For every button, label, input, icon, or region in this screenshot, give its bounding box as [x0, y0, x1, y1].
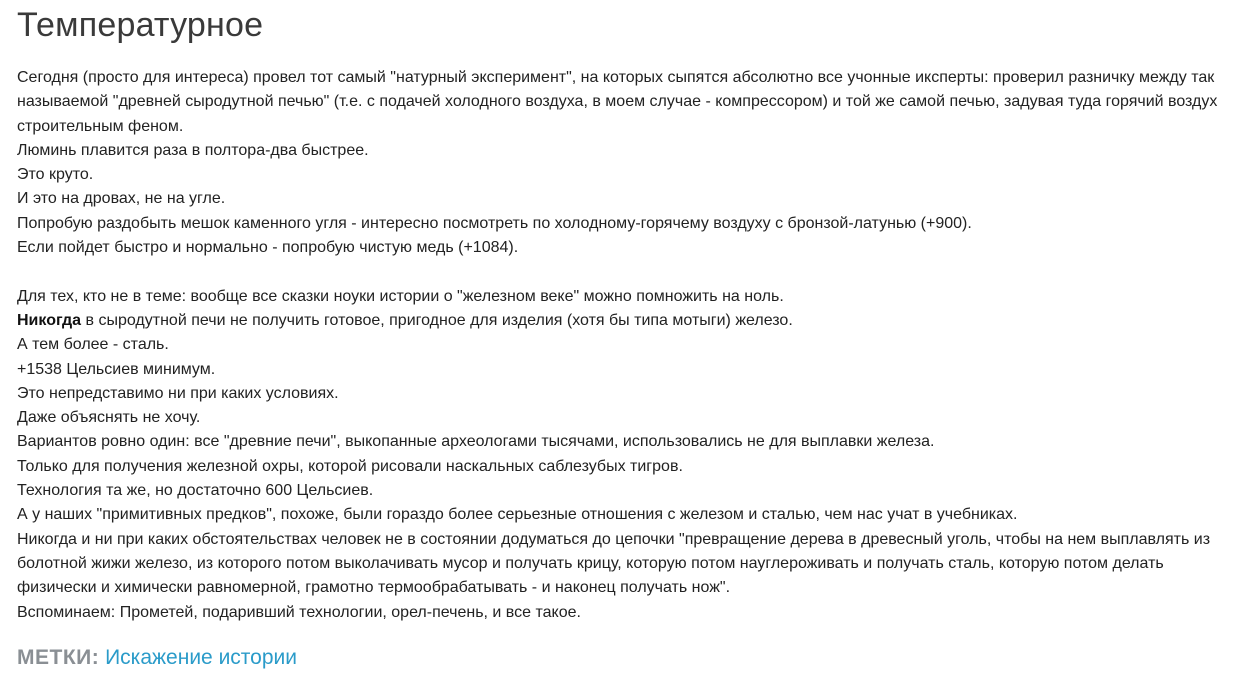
body-line: Попробую раздобыть мешок каменного угля - интересно посмотреть по холодному-горячему воздуху с бронзой-латунью (+900). — [17, 214, 972, 232]
body-line: Сегодня (просто для интереса) провел тот самый "натурный эксперимент", на которых сыпятся абсолютно все учонные иксперты: проверил разничку между так называемой "древней сыродутной печью" (т.е. с подачей холодного воздуха, в моем случае - компрессором) и той же самой печью, задувая туда горячий воздух строительным феном. — [17, 69, 1218, 135]
body-line: Вариантов ровно один: все "древние печи", выкопанные археологами тысячами, использовались не для выплавки железа. — [17, 433, 935, 451]
body-line: Технология та же, но достаточно 600 Цельсиев. — [17, 482, 374, 500]
body-line: Только для получения железной охры, которой рисовали наскальных саблезубых тигров. — [17, 457, 683, 475]
never-rest: в сыродутной печи не получить готовое, пригодное для изделия (хотя бы типа мотыги) железо. — [81, 311, 793, 329]
body-line: А тем более - сталь. — [17, 336, 169, 354]
body-line: Это круто. — [17, 166, 94, 184]
post — [17, 0, 1247, 672]
post-body — [17, 66, 1247, 625]
body-line: Если пойдет быстро и нормально - попробую чистую медь (+1084). — [17, 239, 519, 257]
body-line: А у наших "примитивных предков", похоже, были гораздо более серьезные отношения с железом и сталью, чем нас учат в учебниках. — [17, 506, 1018, 524]
body-line: Никогда и ни при каких обстоятельствах человек не в состоянии додуматься до цепочки "превращение дерева в древесный уголь, чтобы на нем выплавлять из болотной жижи железо, из которого потом выколачивать мусор и получать крицу, которую потом науглероживать и получать сталь, которую потом делать физически и химически равномерной, грамотно термообрабатывать - и наконец получать нож". — [17, 530, 1211, 597]
body-line: Вспоминаем: Прометей, подаривший технологии, орел-печень, и все такое. — [17, 603, 581, 621]
tag-link-history-distortion[interactable]: Искажение истории — [105, 645, 298, 669]
body-line: Люминь плавится раза в полтора-два быстрее. — [17, 141, 369, 159]
paragraph-gap — [17, 260, 1247, 284]
body-line-never — [17, 309, 1247, 333]
body-line: Это непредставимо ни при каких условиях. — [17, 384, 339, 402]
post-title: Температурное — [17, 6, 264, 44]
tags-row — [17, 644, 1247, 672]
body-line: +1538 Цельсиев минимум. — [17, 360, 216, 378]
body-line: И это на дровах, не на угле. — [17, 190, 226, 208]
body-line: Для тех, кто не в теме: вообще все сказки ноуки истории о "железном веке" можно помножить на ноль. — [17, 287, 784, 305]
tags-label: МЕТКИ: — [17, 645, 100, 669]
body-line: Даже объяснять не хочу. — [17, 409, 201, 427]
bold-never: Никогда — [17, 311, 82, 329]
